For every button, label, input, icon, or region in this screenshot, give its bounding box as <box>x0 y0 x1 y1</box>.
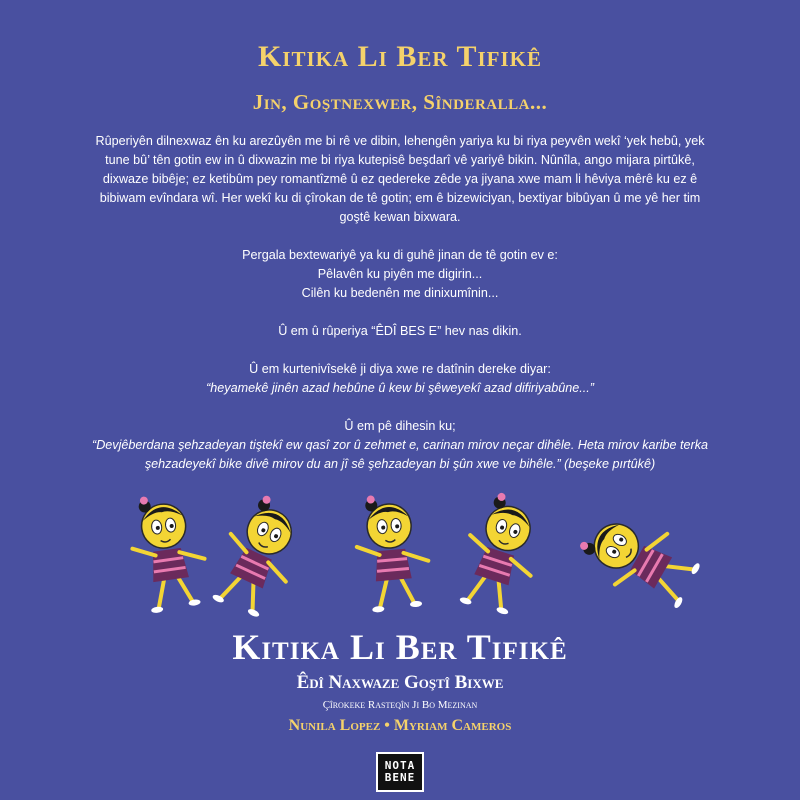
kurteniviseke-quote: “heyamekê jinên azad hebûne û kew bi şêweyekî azad difiriyabûne...” <box>206 381 594 395</box>
book-title-bottom: Kitika Li Ber Tifikê <box>232 627 568 667</box>
pergala-line: Pêlavên ku piyên me digirin... <box>317 267 483 281</box>
publisher-logo <box>376 752 424 792</box>
dihesin-intro: Û em pê dihesin ku; <box>344 419 456 433</box>
blurb-paragraph: Rûperiyên dilnexwaz ên ku arezûyên me bi rê ve dibin, lehengên yariya ku bi riya peyvên wekî ‘yek hebû, yek tune bû’ tên gotin ew in û dixwazin me bi riya kutepisê beşdarî vê yariyê bikin. Nûnîla, ango mijara pirtûkê, dixwaze bibêje; ez ketibûm pey romantîzmê û ez qedereke zêde ya jiyana xwe mam li hêviya mêrê ku ez ê bibiwam evîndara wî. Her wekî ku di çîrokan de tê gotin; em ê bizewiciyan, bextiyar bibûyan û me yê her tim goştê kewan bixwara. <box>95 134 705 224</box>
book-subtitle-bottom: Êdî Naxwaze Goştî Bixwe <box>296 672 504 693</box>
kurteniviseke-intro: Û em kurtenivîsekê ji diya xwe re datînin dereke diyar: <box>249 362 551 376</box>
dihesin-quote: “Devjêberdana şehzadeyan tiştekî ew qasî zor û zehmet e, carinan mirov neçar dihêle. Heta mirov karibe terka şehzadeyekî bike divê mirov du an jî sê şehzadeyan bi şûn xwe ve bihêle.” (beşeke pırtûkê) <box>92 438 708 471</box>
book-title-top: Kitika Li Ber Tifikê <box>257 40 543 73</box>
cartoon-girls-illustration <box>105 466 705 626</box>
publisher-logo-line: BENE <box>384 771 416 784</box>
publisher-logo-line: NOTA <box>384 759 416 772</box>
pergala-line: Cilên ku bedenên me dinixumînin... <box>301 286 499 300</box>
book-tagline: Çîrokeke Rasteqîn Ji Bo Mezinan <box>322 699 478 711</box>
book-authors: Nunila Lopez • Myriam Cameros <box>288 717 512 734</box>
book-subtitle-top: Jin, Goştnexwer, Sînderalla... <box>252 90 548 114</box>
blurb-text <box>90 132 710 474</box>
edi-bes-line: Û em û rûperiya “ÊDÎ BES E” hev nas dikin. <box>278 324 522 338</box>
pergala-intro: Pergala bextewariyê ya ku di guhê jinan de tê gotin ev e: <box>242 248 558 262</box>
